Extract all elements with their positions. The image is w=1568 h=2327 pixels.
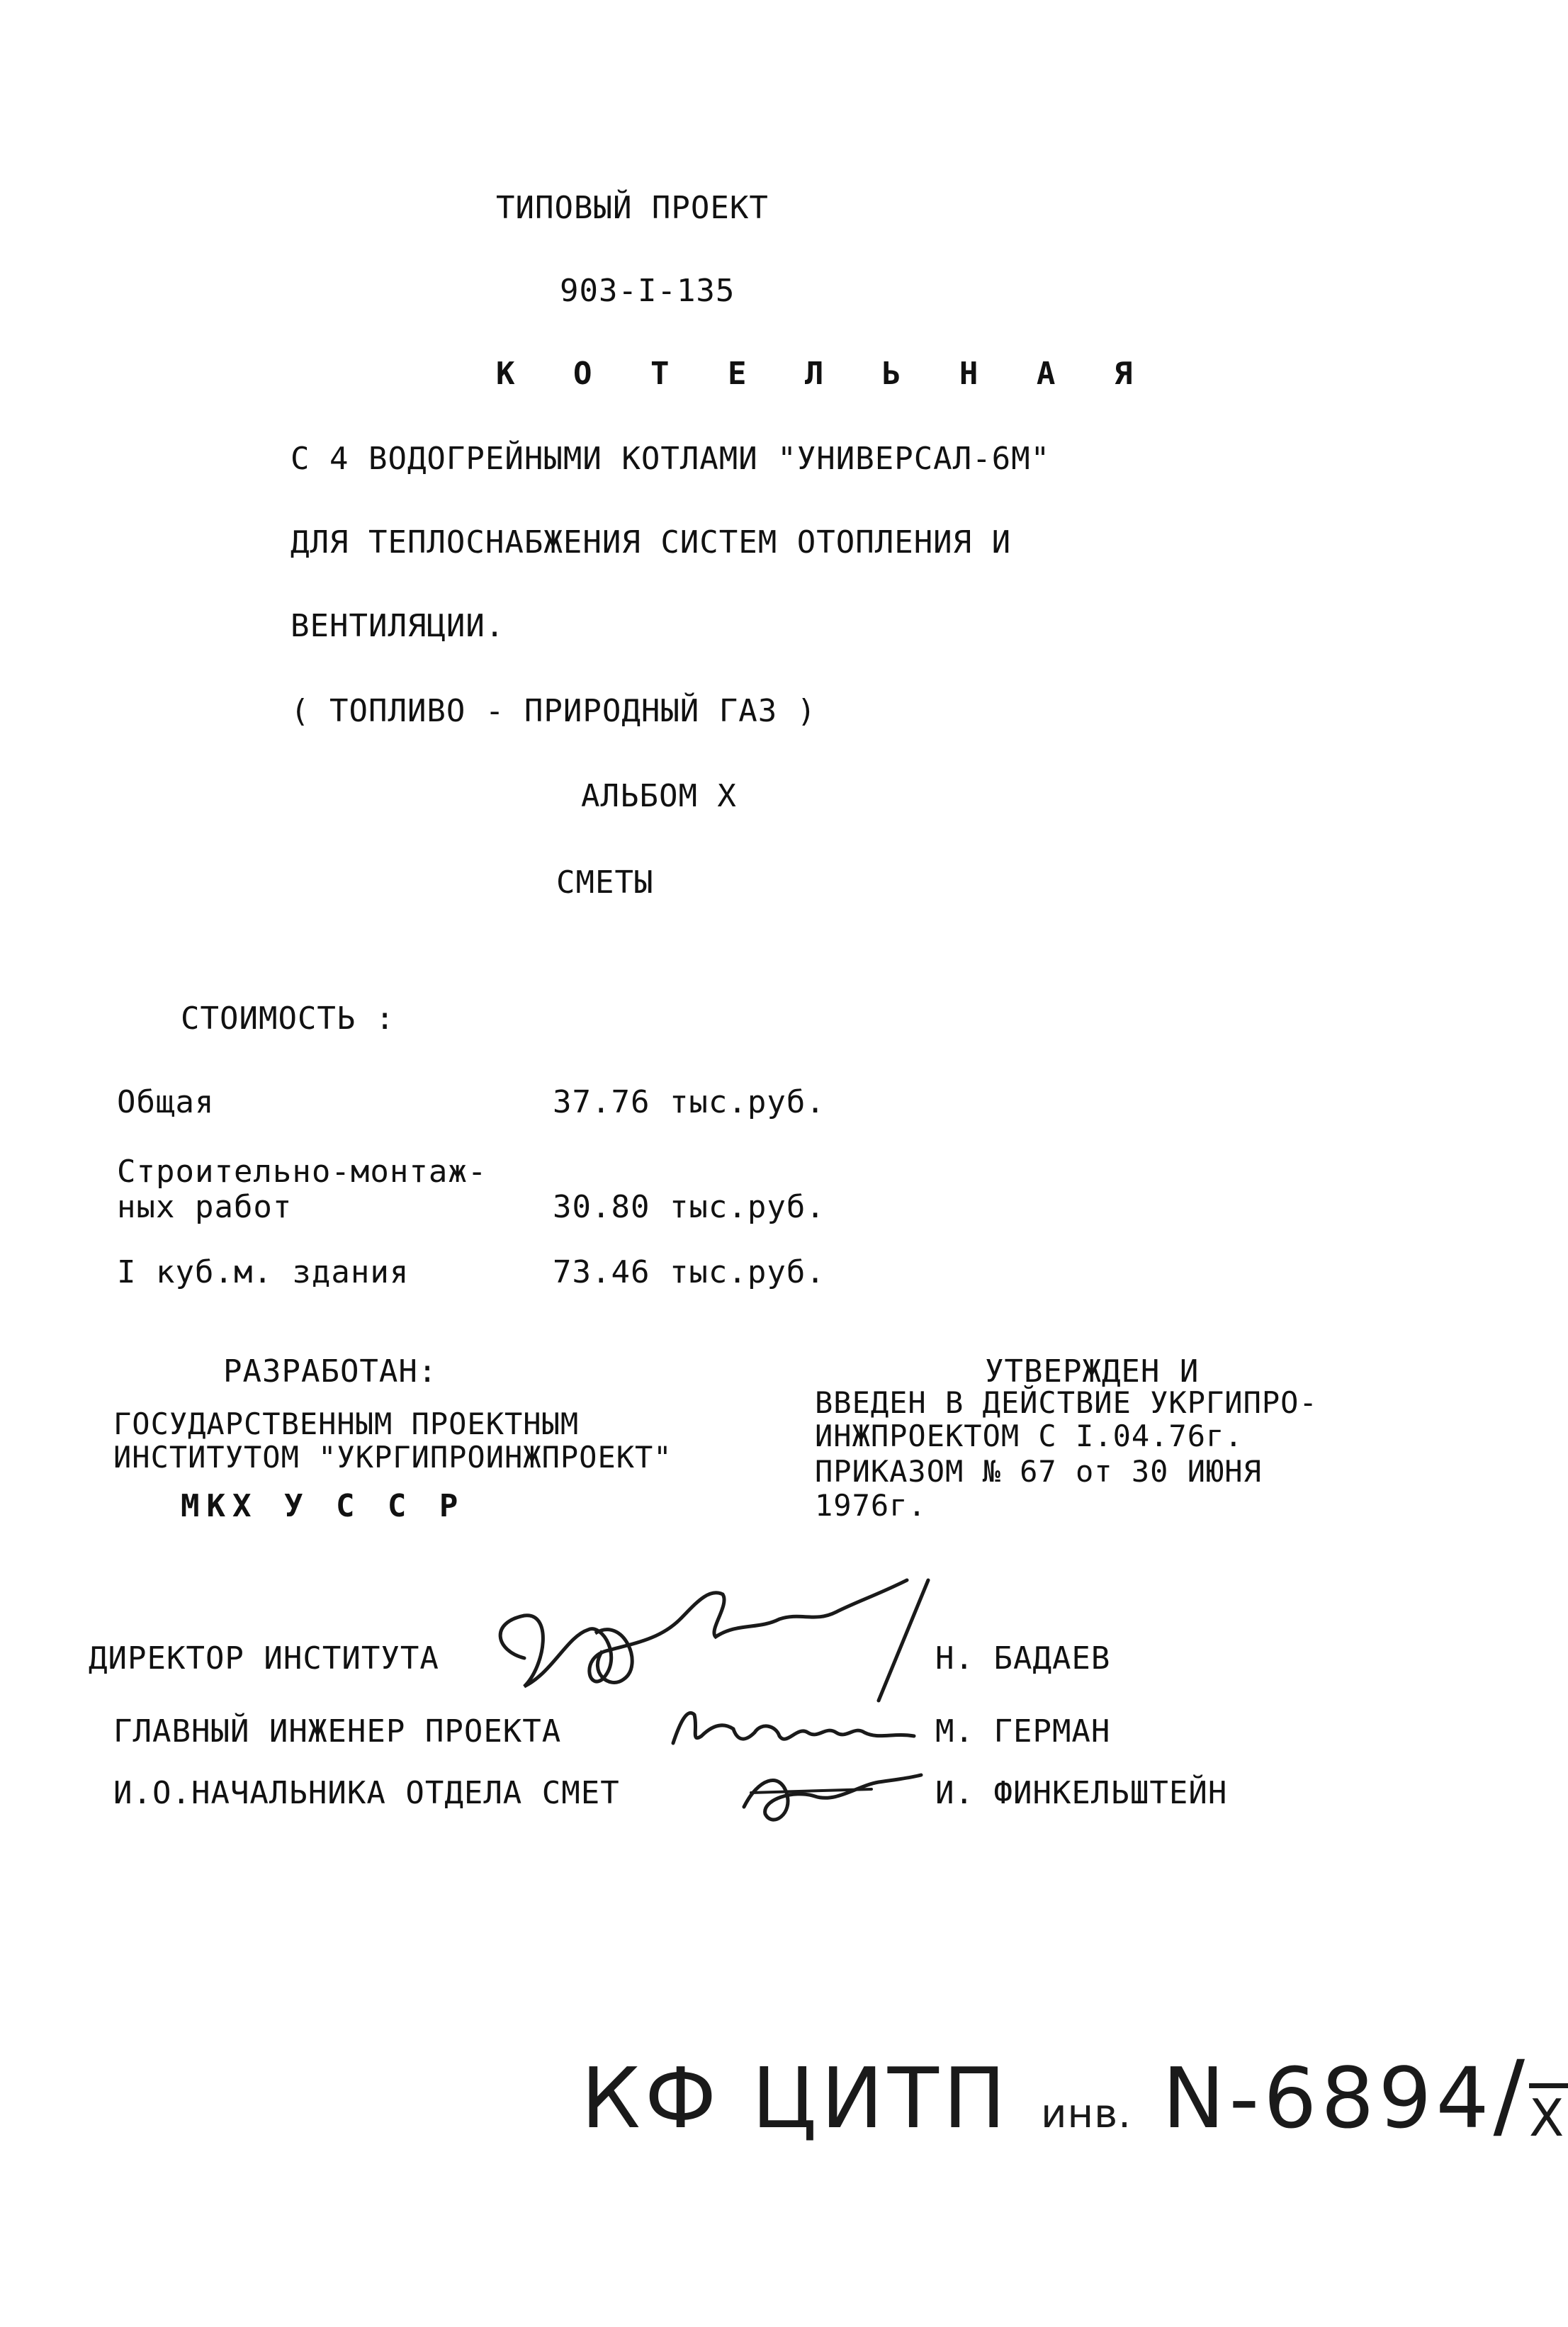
approved-line-1: УТВЕРЖДЕН И [985, 1353, 1200, 1390]
cost-label-construction-1: Строительно-монтаж- [117, 1154, 487, 1190]
fuel-note: ( ТОПЛИВО - ПРИРОДНЫЙ ГАЗ ) [291, 693, 817, 729]
cost-label-per-m3: I куб.м. здания [117, 1254, 410, 1290]
signatory-name-estimates-head: И. ФИНКЕЛЬШТЕЙН [935, 1775, 1228, 1811]
stamp-fraction: / [1493, 2041, 1530, 2150]
approved-line-2: ВВЕДЕН В ДЕЙСТВИЕ УКРГИПРО- [815, 1385, 1318, 1420]
cost-label-construction-2: ных работ [117, 1189, 293, 1225]
estimates-head-signature [730, 1750, 928, 1835]
approved-line-4: ПРИКАЗОМ № 67 от 30 ИЮНЯ [815, 1454, 1262, 1489]
signatory-name-director: Н. БАДАЕВ [935, 1640, 1111, 1677]
stamp-inv-label: инв. [1041, 2091, 1132, 2137]
approved-line-5: 1976г. [815, 1488, 927, 1523]
description-line-2: ДЛЯ ТЕПЛОСНАБЖЕНИЯ СИСТЕМ ОТОПЛЕНИЯ И [291, 524, 1012, 560]
cost-value-per-m3: 73.46 тыс.руб. [553, 1254, 825, 1290]
signatory-role-director: ДИРЕКТОР ИНСТИТУТА [89, 1640, 439, 1677]
description-line-1: С 4 ВОДОГРЕЙНЫМИ КОТЛАМИ "УНИВЕРСАЛ-6М" [291, 441, 1051, 477]
section-label: СМЕТЫ [556, 864, 654, 901]
cost-heading: СТОИМОСТЬ : [181, 1001, 395, 1037]
cost-label-total: Общая [117, 1084, 215, 1120]
signatory-role-estimates-head: И.О.НАЧАЛЬНИКА ОТДЕЛА СМЕТ [113, 1775, 620, 1811]
developed-heading: РАЗРАБОТАН: [223, 1353, 438, 1390]
cost-value-total: 37.76 тыс.руб. [553, 1084, 825, 1120]
developed-line-2: ИНСТИТУТОМ "УКРГИПРОИНЖПРОЕКТ" [113, 1440, 672, 1475]
developed-line-3: МКХ У С С Р [181, 1488, 466, 1524]
description-line-3: ВЕНТИЛЯЦИИ. [291, 608, 505, 644]
stamp-org: КФ ЦИТП [581, 2049, 1010, 2147]
signatory-role-chief-engineer: ГЛАВНЫЙ ИНЖЕНЕР ПРОЕКТА [113, 1713, 562, 1750]
chief-engineer-signature [659, 1694, 942, 1757]
album-label: АЛЬБОМ Х [581, 778, 737, 814]
approved-line-3: ИНЖПРОЕКТОМ С I.04.76г. [815, 1419, 1243, 1453]
doc-title: К О Т Е Л Ь Н А Я [496, 356, 1153, 392]
stamp-number: N-6894 [1162, 2049, 1494, 2147]
developed-line-1: ГОСУДАРСТВЕННЫМ ПРОЕКТНЫМ [113, 1407, 580, 1441]
project-number: 903-I-135 [560, 273, 735, 309]
doc-type: ТИПОВЫЙ ПРОЕКТ [496, 190, 769, 226]
signatory-name-chief-engineer: М. ГЕРМАН [935, 1713, 1111, 1750]
cost-value-construction: 30.80 тыс.руб. [553, 1189, 825, 1225]
inventory-stamp [581, 2041, 1568, 2150]
director-signature [482, 1552, 964, 1715]
stamp-volume: $\overline{X}$ [1529, 2088, 1568, 2148]
